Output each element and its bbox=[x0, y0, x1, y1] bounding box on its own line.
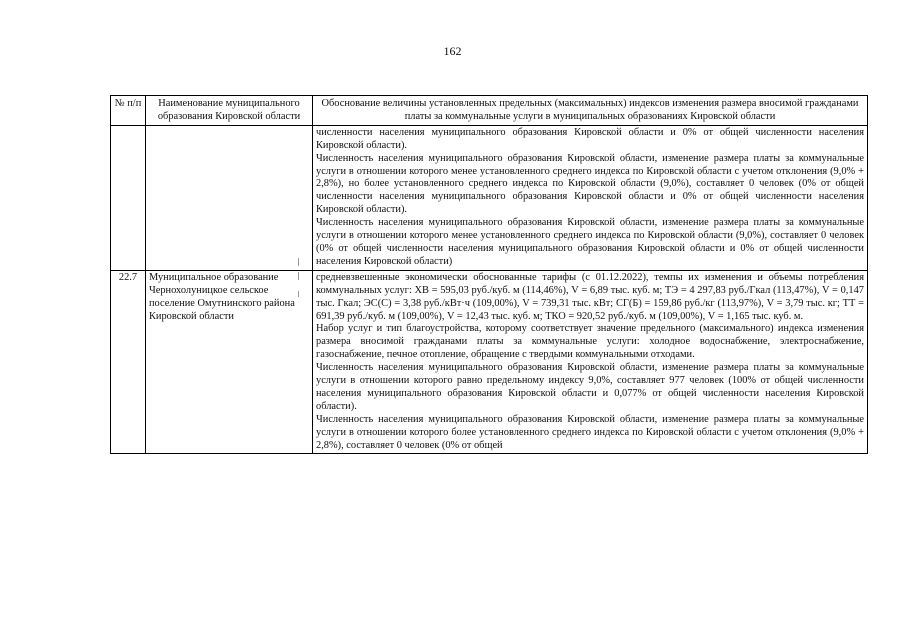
page-number: 162 bbox=[443, 44, 462, 58]
header-number: № п/п bbox=[111, 96, 146, 126]
row-justification bbox=[313, 270, 868, 454]
row-number: 22.7 bbox=[111, 270, 146, 454]
justification-paragraph: средневзвешенные экономически обоснованные тарифы (с 01.12.2022), темпы их изменения и объемы потребления коммунальных услуг: ХВ = 595,03 руб./куб. м (114,46%), V = 6,89 тыс. куб. м; ТЭ = 4 297,83 руб./Гкал (113,47%), V = 0,147 тыс. Гкал; ЭС(С) = 3,38 руб./кВт·ч (109,00%), V = 739,31 тыс. кВт; СГ(Б) = 159,86 руб./кг (113,97%), V = 3,79 тыс. кг; ТТ = 691,39 руб./куб. м (109,00%), V = 12,43 тыс. куб. м; ТКО = 920,52 руб./куб. м (109,00%), V = 1,165 тыс. куб. м. bbox=[316, 271, 864, 322]
justification-paragraph: Численность населения муниципального образования Кировской области, изменение размера платы за коммунальные услуги в отношении которого менее установленного среднего индекса по Кировской области с учетом отклонения (9,0% + 2,8%), но более установленного среднего индекса по Кировской области (9,0%), составляет 0 человек (0% от общей численности населения муниципального образования Кировской области и 0% от общей численности населения Кировской области). bbox=[316, 152, 864, 216]
row-municipality: Муниципальное образование Чернохолуницкое сельское поселение Омутнинского района Кировской области bbox=[146, 270, 313, 454]
row-municipality bbox=[146, 125, 313, 270]
table-row bbox=[111, 270, 868, 454]
justification-paragraph: численности населения муниципального образования Кировской области и 0% от общей численности населения Кировской области). bbox=[316, 126, 864, 151]
justification-paragraph: Набор услуг и тип благоустройства, которому соответствует значение предельного (максимального) индекса изменения размера вносимой гражданами платы за коммунальные услуги: холодное водоснабжение, электроснабжение, газоснабжение, печное отопление, обращение с твердыми коммунальными отходами. bbox=[316, 323, 864, 361]
justification-paragraph: Численность населения муниципального образования Кировской области, изменение размера платы за коммунальные услуги в отношении которого менее установленного среднего индекса по Кировской области (9,0%), составляет 0 человек (0% от общей численности населения муниципального образования Кировской области и 0% от общей численности населения Кировской области) bbox=[316, 217, 864, 267]
table-header-row bbox=[111, 96, 868, 126]
justification-paragraph: Численность населения муниципального образования Кировской области, изменение размера платы за коммунальные услуги в отношении которого равно предельному индексу 9,0%, составляет 977 человек (100% от общей численности населения муниципального образования Кировской области и 0,077% от общей численности населения Кировской области). bbox=[316, 362, 864, 412]
row-number bbox=[111, 125, 146, 270]
table-row bbox=[111, 125, 868, 270]
row-justification bbox=[313, 125, 868, 270]
justification-paragraph: Численность населения муниципального образования Кировской области, изменение размера платы за коммунальные услуги в отношении которого более установленного среднего индекса по Кировской области с учетом отклонения (9,0% + 2,8%), составляет 0 человек (0% от общей bbox=[316, 413, 864, 451]
header-justification: Обоснование величины установленных предельных (максимальных) индексов изменения размера вносимой гражданами платы за коммунальные услуги в муниципальных образованиях Кировской области bbox=[313, 96, 868, 126]
tariff-justification-table bbox=[110, 95, 868, 454]
header-municipality: Наименование муниципального образования Кировской области bbox=[146, 96, 313, 126]
